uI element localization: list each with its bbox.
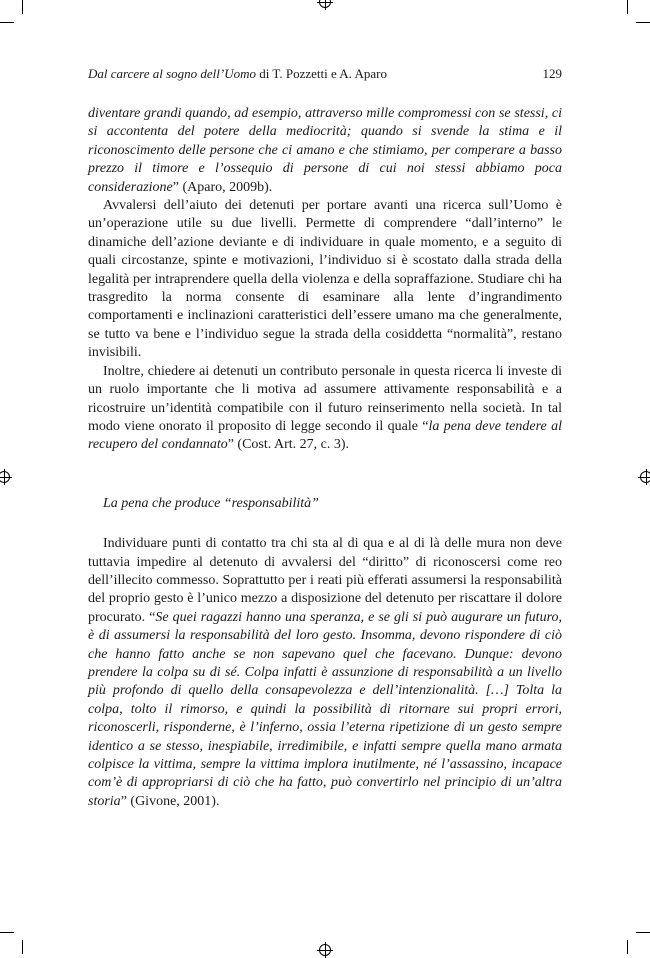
crop-mark [636,932,650,933]
header-book-title: Dal carcere al sogno dell’Uomo [88,66,257,81]
crop-mark [0,932,14,933]
citation: ” (Givone, 2001). [120,793,220,809]
paragraph-text: Inoltre, chiedere ai detenuti un contributo personale in questa ricerca li investe di un ruolo importante che li motiva ad assumere attivamente responsabilità e a ricostruire un’identità compatibile con il futuro reinserimento nella società. In tal modo viene onorato il proposito di legge secondo il quale “ [88,363,562,434]
quote-italic: diventare grandi quando, ad esempio, attraverso mille compromessi con se stessi, ci si accontenta del potere della mediocrità; quando si svende la stima e il riconoscimento delle persone che ci amano e che stimiamo, per comperare a basso prezzo il timore e l’ossequio di persone di cui noi stessi abbiamo poca considerazione [88,106,562,195]
body-text [88,105,562,811]
quote-italic: la pena deve tendere al recupero del condannato [88,418,562,453]
registration-mark-icon [319,0,331,8]
paragraph-continued-quote [88,105,562,197]
citation: ” (Cost. Art. 27, c. 3). [227,437,350,453]
paragraph: Avvalersi dell’aiuto dei detenuti per portare avanti una ricerca sull’Uomo è un’operazione utile su due livelli. Permette di comprendere “dall’interno” le dinamiche dell’azione deviante e di individuare in quale momento, e a seguito di quali circostanze, spinte e motivazioni, l’individuo si è scostato dalla strada della legalità per intraprendere quella della violenza e della sopraffazione. Studiare chi ha trasgredito la norma consente di esaminare alla lente d’ingrandimento comportamenti e inclinazioni caratteristici dell’essere umano ma che generalmente, se tutto va bene e l’individuo segue la strada della cosiddetta “normalità”, restano invisibili. [88,198,562,361]
paragraph-text: Individuare punti di contatto tra chi sta al di qua e al di là delle mura non deve tuttavia impedire al detenuto di avvalersi del “diritto” di riconoscersi come reo dell’illecito commesso. Soprattutto per i reati più efferati assumersi la responsabilità del proprio gesto è l’unico mezzo a disposizione del detenuto per riscattare il dolore procurato. “ [88,536,562,625]
registration-mark-icon [319,944,331,956]
registration-mark-icon [640,471,650,483]
quote-italic: Se quei ragazzi hanno una speranza, e se gli si può augurare un futuro, è di assumersi la responsabilità del loro gesto. Insomma, devono rispondere di ciò che hanno fatto anche se non sapevano quel che facevano. Dunque: devono prendere la colpa su di sé. Colpa infatti è assunzione di responsabilità a un livello più profondo di quello della consapevolezza e dell’intenzionalità. […] Tolta la colpa, tolto il rimorso, e quindi la possibilità di ritornare sui propri errori, riconoscerli, risponderne, è l’inferno, ossia l’eterna ripetizione di un gesto sempre identico a se stesso, inespiabile, irredimibile, e infatti sempre quella mano armata colpisce la vittima, sempre la vittima implora inutilmente, né l’assassino, incapace com’è di appropriarsi di ciò che ha fatto, può convertirlo nel principio di un’altra storia [88,609,562,809]
crop-mark [0,22,14,23]
paragraph [88,363,562,455]
paragraph [88,535,562,811]
running-header [88,66,562,82]
header-authors: di T. Pozzetti e A. Aparo [256,66,387,81]
crop-mark [22,940,23,954]
registration-mark-icon [0,471,10,483]
page-number: 129 [542,66,562,81]
crop-mark [636,22,650,23]
crop-mark [627,0,628,14]
crop-mark [22,0,23,14]
section-heading: La pena che produce “responsabilità” [103,495,319,511]
crop-mark [627,940,628,954]
citation: ” (Aparo, 2009b). [172,179,273,195]
